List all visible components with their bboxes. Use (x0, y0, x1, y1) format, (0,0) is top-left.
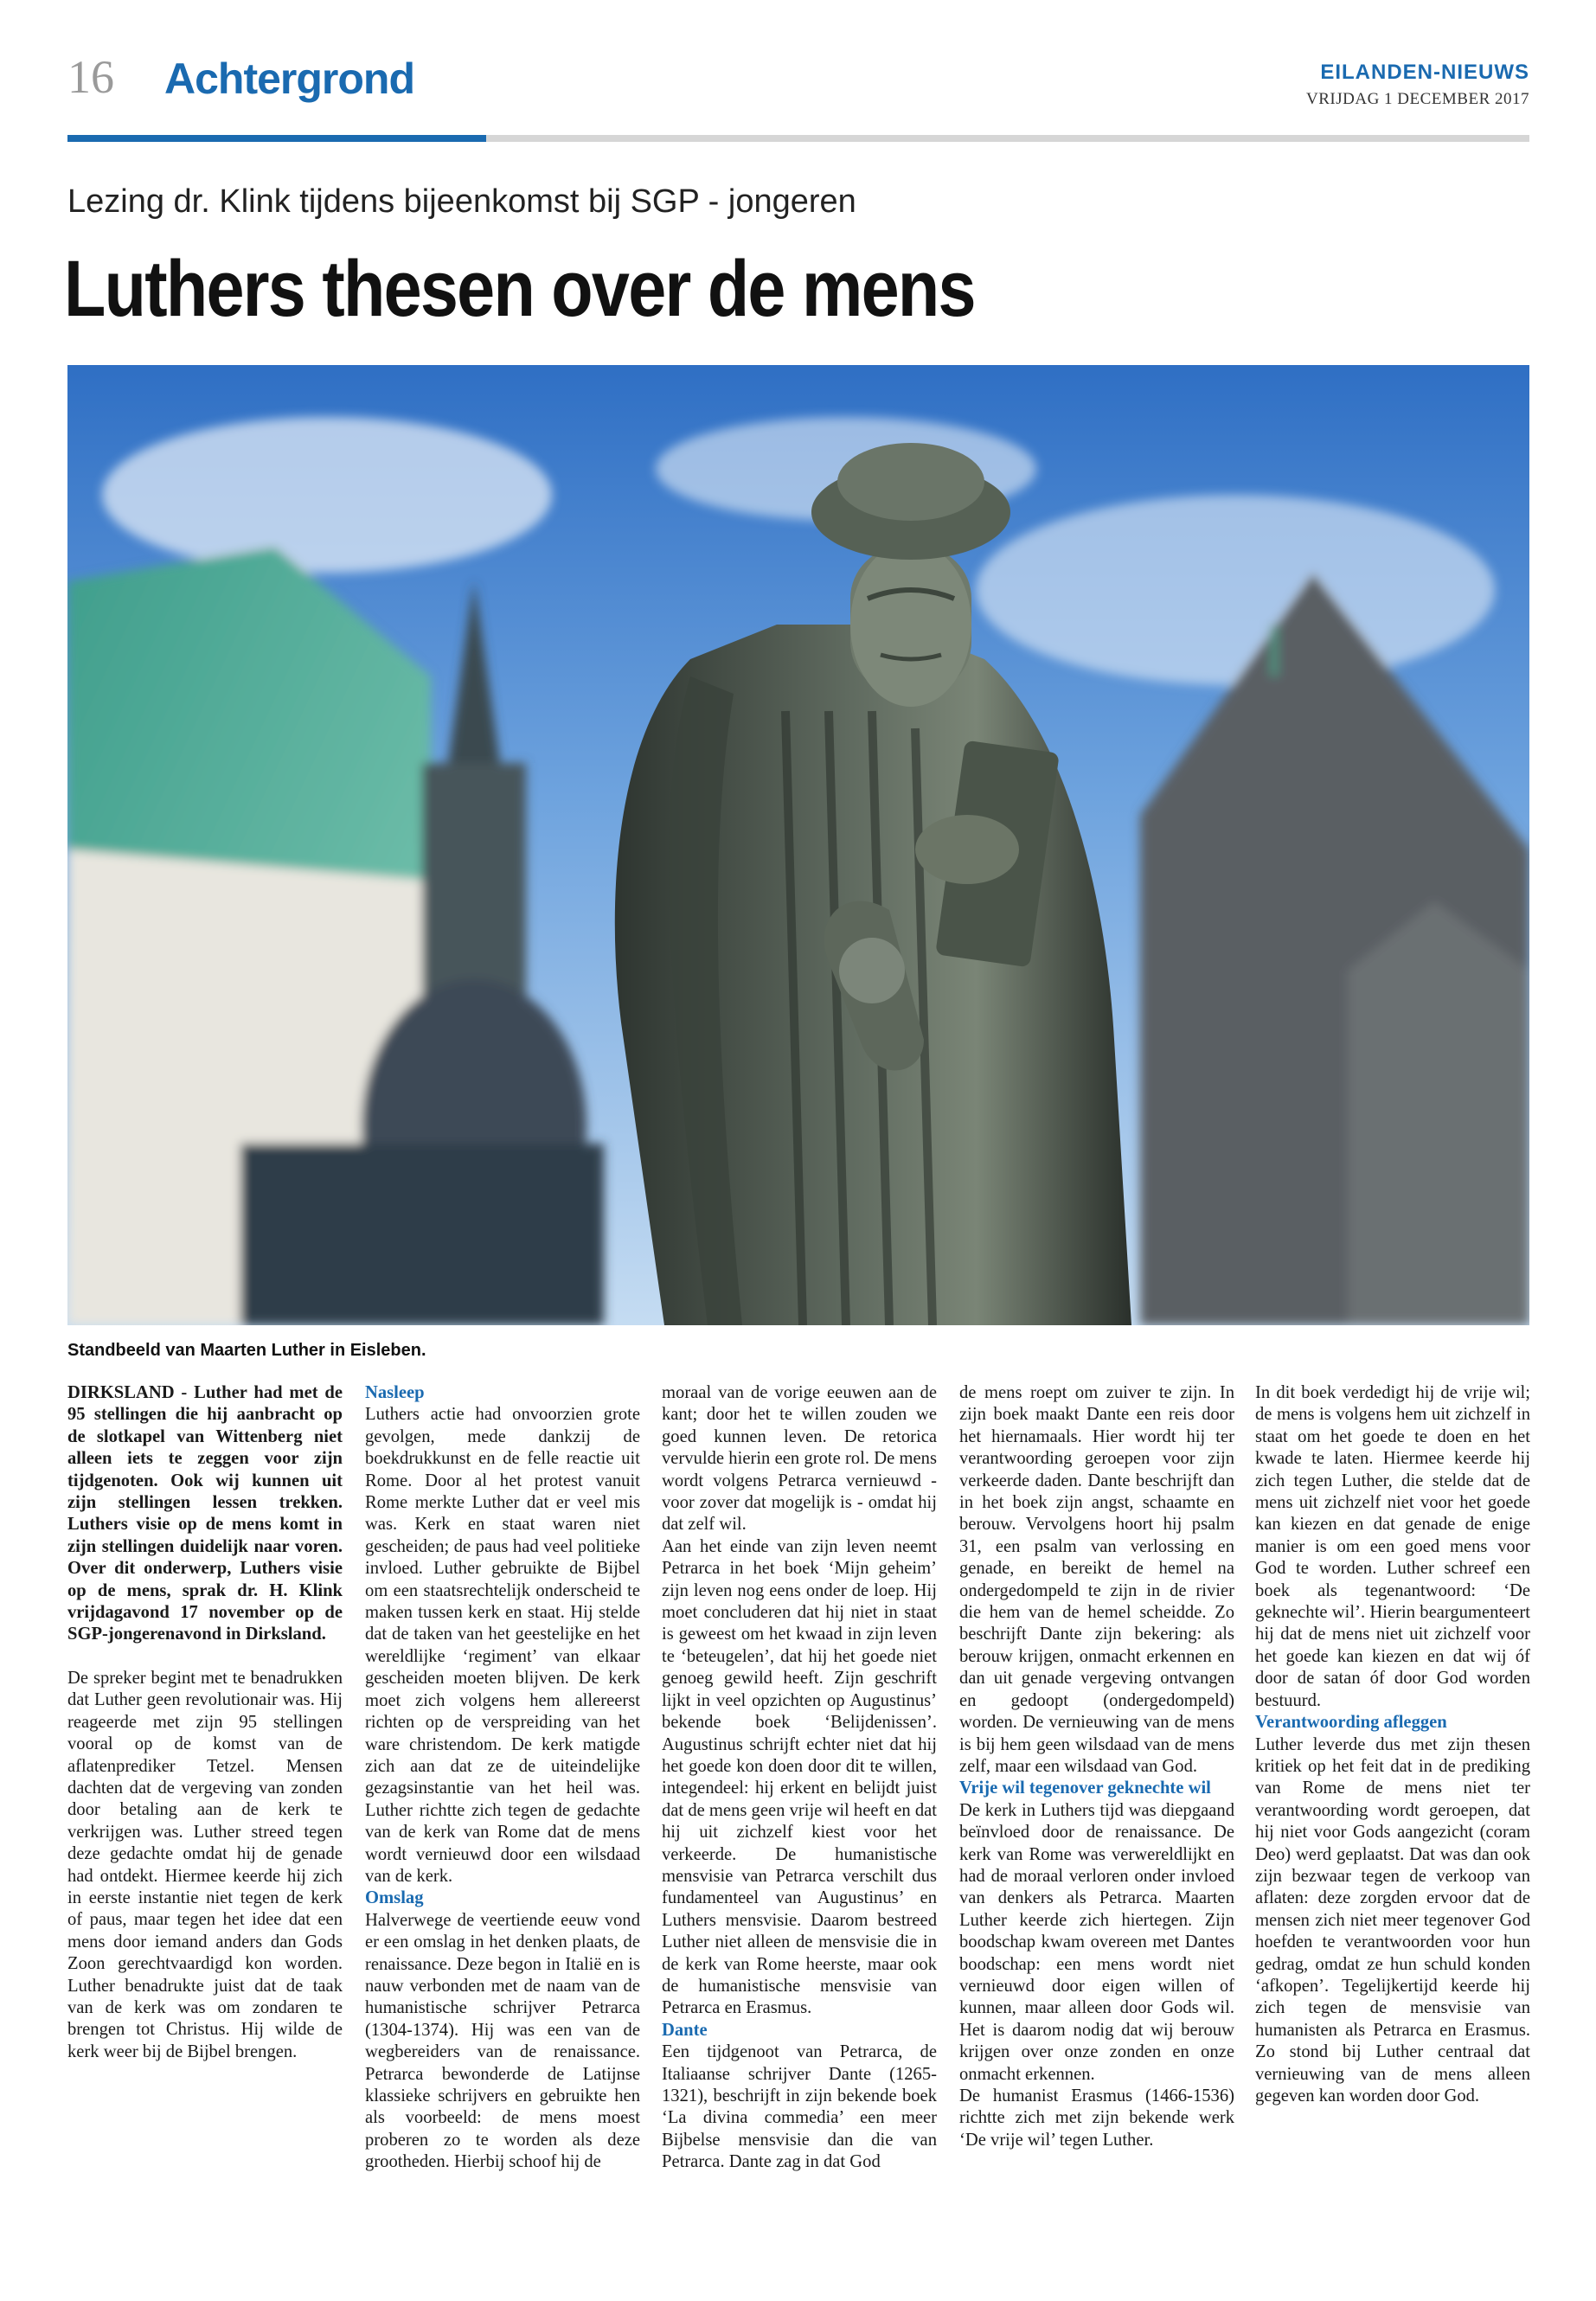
issue-date: VRIJDAG 1 DECEMBER 2017 (1306, 90, 1529, 108)
paragraph: Halverwege de veertiende eeuw vond er een omslag in het denken plaats, de renaissance. Deze begon in Italië en is nauw verbonden met de naam van de humanistische schrijver Petrarca (1304-1374). Hij was een van de wegbereiders van de renaissance. Petrarca bewonderde de Latijnse klassieke schrijvers en gebruikte hen als voorbeeld: de mens moest proberen zo te worden als deze grootheden. Hierbij schoof hij de (365, 1910, 640, 2172)
paragraph: Een tijdgenoot van Petrarca, de Italiaanse schrijver Dante (1265-1321), beschrijft in zijn bekende boek ‘La divina commedia’ een meer Bijbelse mensvisie dan die van Petrarca. Dante zag in dat God (662, 2042, 937, 2172)
article-kicker: Lezing dr. Klink tijdens bijeenkomst bij SGP - jongeren (67, 183, 856, 220)
article-column-4 (959, 1382, 1234, 2151)
article-headline: Luthers thesen over de mens (64, 245, 975, 333)
article-column-3 (662, 1382, 937, 2174)
paragraph: de mens roept om zuiver te zijn. In zijn boek maakt Dante een reis door het hiernamaals. Hier wordt hij ter verantwoording geroepen voor zijn verkeerde daden. Dante beschrijft dan in het boek zijn angst, schaamte en berouw. Vervolgens hoort hij psalm 31, een psalm van verlossing en genade, en bereikt de hemel na ondergedompeld te zijn in de rivier die hem van de hemel scheidde. Zo beschrijft Dante zijn bekering: als berouw krijgen, onmacht erkennen en dan uit genade vergeving ontvangen en gedoopt (ondergedompeld) worden. De vernieuwing van de mens is bij hem geen wilsdaad van de mens zelf, maar een wilsdaad van God. (959, 1383, 1234, 1776)
article-lead: DIRKSLAND - Luther had met de 95 stellingen die hij aanbracht op de slotkapel van Wittenberg niet alleen iets te zeggen voor zijn tijdgenoten. Ook wij kunnen uit zijn stellingen lessen trekken. Luthers visie op de mens komt in zijn stellingen duidelijk naar voren. Over dit onderwerp, Luthers visie op de mens, sprak dr. H. Klink vrijdagavond 17 november op de SGP-jongerenavond in Dirksland. (67, 1383, 343, 1644)
article-photo (67, 365, 1529, 1325)
paragraph: In dit boek verdedigt hij de vrije wil; de mens is volgens hem uit zichzelf in staat om het goede te doen en het kwade te laten. Hiermee keerde hij zich tegen Luther, die stelde dat de mens uit zichzelf niet voor het goede kan kiezen en dat genade de enige manier is om een goed mens voor God te worden. Luther schreef een boek als tegenantwoord: ‘De geknechte wil’. Hierin beargumenteert hij dat de mens niet uit zichzelf voor het goede kan kiezen en dat wij óf door de satan óf door God worden bestuurd. (1255, 1383, 1530, 1710)
section-title: Achtergrond (164, 54, 414, 103)
photo-caption: Standbeeld van Maarten Luther in Eisleben. (67, 1341, 426, 1360)
paragraph: Luthers actie had onvoorzien grote gevolgen, mede dankzij de boekdrukkunst en de felle reactie uit Rome. Door al het protest vanuit Rome merkte Luther dat er veel mis was. Kerk en staat waren niet gescheiden; de paus had veel politieke invloed. Luther gebruikte de Bijbel om een staatsrechtelijk onderscheid te maken tussen kerk en staat. Hij stelde dat de taken van het geestelijke en het wereldlijke ‘regiment’ van elkaar gescheiden moeten blijven. De kerk moet zich volgens hem allereerst richten op de verspreiding van het ware christendom. De kerk matigde zich aan dat ze de uiteindelijke gezagsinstantie van het heil was. Luther richtte zich tegen de gedachte van de kerk van Rome dat de mens wordt vernieuwd door een wilsdaad van de kerk. (365, 1405, 640, 1886)
paragraph: Aan het einde van zijn leven neemt Petrarca in het boek ‘Mijn geheim’ zijn leven nog eens onder de loep. Hij moet concluderen dat hij niet in staat is geweest om het kwaad in zijn leven te ‘beteugelen’, dat hij het goede niet genoeg gewild heeft. Zijn geschrift lijkt in veel opzichten op Augustinus’ bekende boek ‘Belijdenissen’. Augustinus schrijft echter niet dat hij het goede kon doen door dit te willen, integendeel: hij erkent en belijdt juist dat de mens geen vrije wil heeft en dat hij uit zichzelf kiest voor het verkeerde. De humanistische mensvisie van Petrarca verschilt dus fundamenteel van Augustinus’ en Luthers mensvisie. Daarom bestreed Luther niet alleen de mensvisie die in de kerk van Rome heerste, maar ook de humanistische mensvisie van Petrarca en Erasmus. (662, 1536, 937, 2018)
paragraph: De kerk in Luthers tijd was diepgaand beïnvloed door de renaissance. De kerk van Rome was verwereldlijkt en had de moraal verloren onder invloed van denkers als Petrarca. Maarten Luther keerde zich hiertegen. Zijn boodschap kwam overeen met Dantes boodschap: een mens wordt niet vernieuwd door eigen willen of kunnen, maar alleen door Gods wil. Het is daarom nodig dat wij berouw krijgen over onze zonden en onze onmacht erkennen. (959, 1800, 1234, 2084)
masthead-logo: EILANDEN-NIEUWS (1320, 61, 1529, 84)
page-header (67, 42, 1529, 108)
article-column-5 (1255, 1382, 1530, 2107)
article-column-2 (365, 1382, 640, 2174)
paragraph: moraal van de vorige eeuwen aan de kant; door het te willen zouden we goed kunnen leven. De retorica vervulde hierin een grote rol. De mens wordt volgens Petrarca vernieuwd - voor zover dat mogelijk is - omdat hij dat zelf wil. (662, 1383, 937, 1535)
paragraph: Luther leverde dus met zijn thesen kritiek op het feit dat in de prediking van Rome de mens niet ter verantwoording wordt geroepen, dat hij niet voor Gods aangezicht (coram Deo) werd geplaatst. Dat was dan ook zijn bezwaar tegen de verkoop van aflaten: deze zorgden ervoor dat de mensen zich niet meer tegenover God hoefden te verantwoorden voor hun gedrag, omdat ze hun schuld konden ‘afkopen’. Tegelijkertijd keerde hij zich tegen de mensvisie van humanisten als Petrarca en Erasmus. Zo stond bij Luther centraal dat vernieuwing van de mens alleen gegeven kan worden door God. (1255, 1734, 1530, 2106)
paragraph: De spreker begint met te benadrukken dat Luther geen revolutionair was. Hij reageerde met zijn 95 stellingen vooral op de komst van de aflatenprediker Tetzel. Mensen dachten dat de vergeving van zonden door betaling aan de kerk te verkrijgen was. Luther streed tegen deze gedachte omdat hij de genade had ontdekt. Hiermee keerde hij zich in eerste instantie niet tegen de kerk of paus, maar tegen het idee dat een mens door iemand anders dan Gods Zoon gerechtvaardigd kon worden. Luther benadrukte juist dat de taak van de kerk was om zondaren te brengen tot Christus. Hij wilde de kerk weer bij de Bijbel brengen. (67, 1668, 343, 2061)
subheading-dante: Dante (662, 2020, 708, 2040)
subheading-nasleep: Nasleep (365, 1383, 425, 1402)
article-column-1 (67, 1382, 343, 2063)
subheading-omslag: Omslag (365, 1888, 424, 1908)
subheading-verantwoording: Verantwoording afleggen (1255, 1713, 1447, 1733)
luther-statue-photo (67, 365, 1529, 1325)
page-number: 16 (67, 51, 114, 103)
paragraph: De humanist Erasmus (1466-1536) richtte zich met zijn bekende werk ‘De vrije wil’ tegen Luther. (959, 2086, 1234, 2150)
header-rule-accent (67, 135, 486, 142)
subheading-vrije-wil: Vrije wil tegenover geknechte wil (959, 1779, 1211, 1798)
